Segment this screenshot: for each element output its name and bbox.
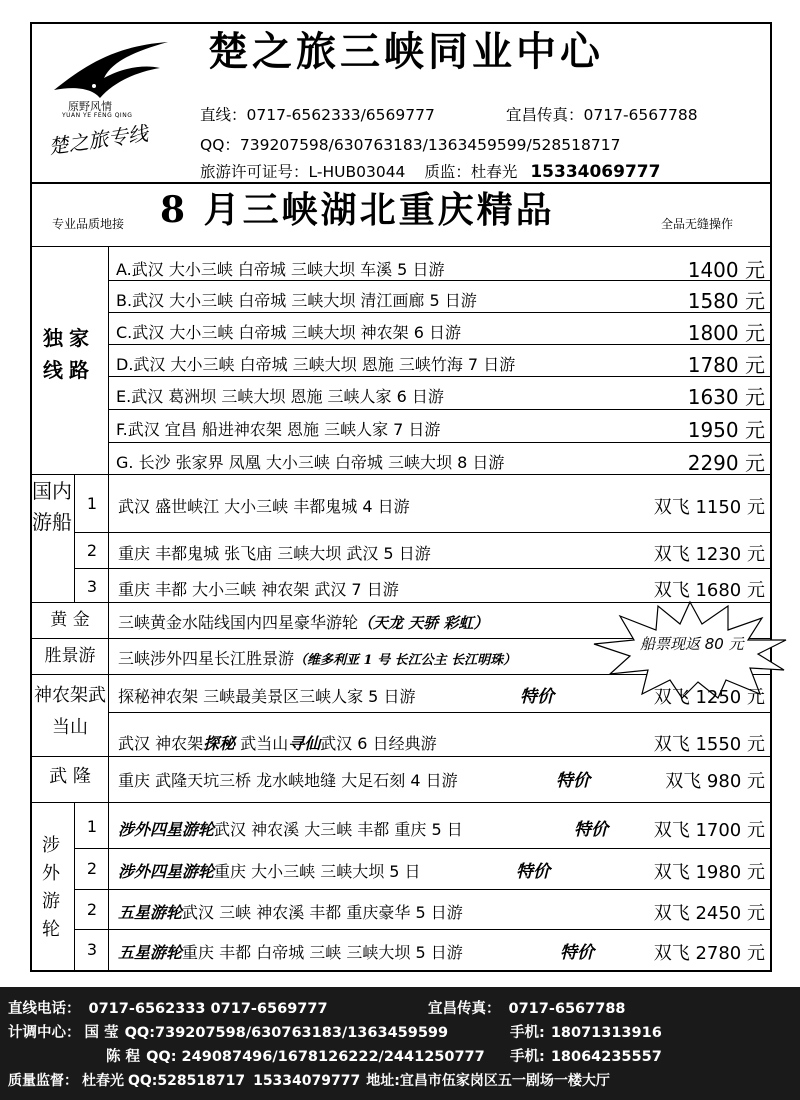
wulong-price: 双飞 980 元 — [665, 771, 765, 792]
route-d: D.武汉 大小三峡 白帝城 三峡大坝 恩施 三峡竹海 7 日游 — [116, 355, 516, 374]
price-f: 1950 元 — [687, 418, 765, 442]
category-wulong: 武 隆 — [49, 766, 91, 787]
row-number: 3 — [86, 577, 98, 596]
footer-label: 计调中心： — [8, 1025, 81, 1041]
footer-contact-name: 陈 程 — [106, 1049, 141, 1065]
logo-script: 楚之旅专线 — [47, 121, 150, 159]
price-b: 1580 元 — [687, 289, 765, 313]
divider — [74, 848, 772, 849]
footer-mobile-1 — [510, 1021, 662, 1042]
wulong-route: 重庆 武隆天坑三桥 龙水峡地缝 大足石刻 4 日游 — [118, 771, 458, 790]
row-number: 1 — [86, 817, 98, 836]
route-c: C.武汉 大小三峡 白帝城 三峡大坝 神农架 6 日游 — [116, 323, 461, 342]
fax-line — [506, 103, 698, 125]
banner-title: 8 月三峡湖北重庆精品 — [160, 189, 555, 231]
footer-label: 手机: — [510, 1049, 545, 1065]
scenic-ships: （维多利亚 1 号 长江公主 长江明珠） — [294, 653, 517, 668]
footer-line-4 — [8, 1070, 610, 1090]
fax-number: 0717-6567788 — [583, 106, 698, 124]
route-text: 武当山 — [235, 734, 289, 753]
special-price-tag: 特价 — [560, 943, 594, 963]
route-b: B.武汉 大小三峡 白帝城 三峡大坝 清江画廊 5 日游 — [116, 291, 477, 310]
foreign-route-2 — [118, 859, 421, 882]
footer-contact-name: 杜春光 — [82, 1073, 124, 1089]
fax-label: 宜昌传真： — [506, 106, 584, 124]
route-text: 武汉 三峡 神农溪 丰都 重庆豪华 5 日游 — [182, 903, 463, 922]
footer-label: 直线电话： — [8, 1001, 81, 1017]
footer-line-1 — [8, 997, 328, 1018]
shennongjia-price-1: 双飞 1250 元 — [653, 687, 765, 708]
footer-mobile: 18071313916 — [550, 1025, 662, 1041]
phone-line — [200, 103, 435, 125]
route-a: A.武汉 大小三峡 白帝城 三峡大坝 车溪 5 日游 — [116, 260, 445, 279]
discount-text: 船票现返 80 元 — [640, 635, 744, 653]
divider — [74, 474, 75, 602]
price-e: 1630 元 — [687, 385, 765, 409]
footer-contact-name: 国 莹 — [84, 1025, 119, 1041]
foreign-price-4: 双飞 2780 元 — [653, 943, 765, 964]
special-price-tag: 特价 — [574, 820, 608, 840]
price-c: 1800 元 — [687, 321, 765, 345]
special-price-tag: 特价 — [556, 771, 590, 791]
route-text: 武汉 神农架 — [118, 734, 204, 753]
gold-route — [118, 610, 488, 633]
domestic-route-3: 重庆 丰都 大小三峡 神农架 武汉 7 日游 — [118, 580, 399, 599]
qq-label: QQ： — [200, 136, 240, 154]
shennongjia-route-2 — [118, 731, 437, 754]
gold-route-text: 三峡黄金水陆线国内四星豪华游轮 — [118, 613, 359, 632]
category-scenic: 胜景游 — [44, 646, 96, 666]
route-text: 武汉 神农溪 大三峡 丰都 重庆 5 日 — [214, 820, 463, 839]
banner-right: 全品无缝操作 — [661, 217, 734, 231]
license-label: 旅游许可证号： — [200, 163, 309, 181]
row-number: 3 — [86, 940, 98, 959]
route-emphasis: 涉外四星游轮 — [118, 862, 215, 881]
footer-address: 宜昌市伍家岗区五一剧场一楼大厅 — [399, 1073, 610, 1089]
domestic-price-3: 双飞 1680 元 — [653, 580, 765, 601]
supervisor-name: 杜春光 — [470, 163, 518, 181]
row-number: 2 — [86, 900, 98, 919]
special-price-tag: 特价 — [516, 862, 550, 882]
divider — [30, 756, 772, 757]
domestic-price-1: 双飞 1150 元 — [653, 497, 765, 518]
footer-phones: 0717-6562333 0717-6569777 — [88, 1001, 328, 1017]
foreign-price-2: 双飞 1980 元 — [653, 862, 765, 883]
divider — [74, 532, 772, 533]
divider — [108, 802, 109, 972]
route-e: E.武汉 葛洲坝 三峡大坝 恩施 三峡人家 6 日游 — [116, 387, 444, 406]
foreign-route-1 — [118, 817, 463, 840]
category-foreign: 涉外游轮 — [42, 835, 60, 940]
route-emphasis: 五星游轮 — [118, 943, 183, 962]
domestic-route-2: 重庆 丰都鬼城 张飞庙 三峡大坝 武汉 5 日游 — [118, 544, 431, 563]
footer-qq: QQ:739207598/630763183/1363459599 — [124, 1025, 449, 1041]
row-number: 2 — [86, 541, 98, 560]
footer-qq: QQ:528518717 — [128, 1073, 246, 1089]
route-emphasis: 五星游轮 — [118, 903, 183, 922]
footer-mobile-2 — [510, 1045, 662, 1066]
shennongjia-price-2: 双飞 1550 元 — [653, 734, 765, 755]
foreign-route-3 — [118, 900, 463, 923]
category-domestic: 国内游船 — [32, 479, 72, 534]
contact-footer — [0, 987, 800, 1100]
divider — [30, 802, 772, 803]
supervisor-label: 质监： — [424, 163, 471, 181]
divider — [108, 602, 109, 802]
divider — [108, 712, 772, 713]
row-number: 2 — [86, 859, 98, 878]
row-number: 1 — [86, 494, 98, 513]
foreign-route-4 — [118, 940, 463, 963]
footer-line-3 — [106, 1045, 485, 1066]
page-title: 楚之旅三峡同业中心 — [208, 28, 604, 75]
divider — [74, 929, 772, 930]
special-price-tag: 特价 — [520, 687, 554, 707]
supervisor-phone: 15334069777 — [530, 162, 661, 182]
route-emphasis: 寻仙 — [288, 734, 321, 753]
footer-phone: 15334079777 — [253, 1073, 361, 1089]
footer-mobile: 18064235557 — [550, 1049, 662, 1065]
route-f: F.武汉 宜昌 船进神农架 恩施 三峡人家 7 日游 — [116, 420, 441, 439]
footer-fax-number: 0717-6567788 — [508, 1001, 626, 1017]
logo-english: YUAN YE FENG QING — [62, 112, 133, 119]
footer-line-2 — [8, 1021, 448, 1042]
footer-label: 地址: — [366, 1073, 400, 1089]
category-exclusive: 独家线路 — [43, 326, 95, 382]
phone-label: 直线： — [200, 106, 247, 124]
qq-line — [200, 133, 620, 155]
banner-left: 专业品质地接 — [52, 217, 125, 231]
divider — [30, 246, 772, 247]
license-number: L-HUB03044 — [308, 163, 406, 181]
footer-fax — [428, 997, 626, 1018]
price-g: 2290 元 — [687, 451, 765, 475]
swallow-logo-icon — [52, 38, 172, 102]
shennongjia-route-1: 探秘神农架 三峡最美景区三峡人家 5 日游 — [118, 687, 416, 706]
route-text: 重庆 大小三峡 三峡大坝 5 日 — [214, 862, 421, 881]
price-a: 1400 元 — [687, 258, 765, 282]
qq-numbers: 739207598/630763183/1363459599/528518717 — [239, 136, 621, 154]
footer-label: 手机: — [510, 1025, 545, 1041]
footer-label: 质量监督： — [8, 1073, 78, 1089]
footer-label: 宜昌传真： — [428, 1001, 501, 1017]
footer-qq: QQ: 249087496/1678126222/2441250777 — [146, 1049, 485, 1065]
gold-ships: （天龙 天骄 彩虹） — [358, 614, 489, 632]
route-emphasis: 涉外四星游轮 — [118, 820, 215, 839]
route-text: 重庆 丰都 白帝城 三峡 三峡大坝 5 日游 — [182, 943, 463, 962]
route-g: G. 长沙 张家界 凤凰 大小三峡 白帝城 三峡大坝 8 日游 — [116, 453, 505, 472]
price-d: 1780 元 — [687, 353, 765, 377]
license-line — [200, 160, 660, 182]
divider — [74, 802, 75, 972]
foreign-price-1: 双飞 1700 元 — [653, 820, 765, 841]
domestic-price-2: 双飞 1230 元 — [653, 544, 765, 565]
domestic-route-1: 武汉 盛世峡江 大小三峡 丰都鬼城 4 日游 — [118, 497, 410, 516]
divider — [108, 474, 109, 602]
divider — [74, 568, 772, 569]
logo-name: 原野风情 — [68, 100, 112, 113]
scenic-route — [118, 646, 516, 669]
foreign-price-3: 双飞 2450 元 — [653, 903, 765, 924]
scenic-route-text: 三峡涉外四星长江胜景游 — [118, 649, 295, 668]
route-emphasis: 探秘 — [203, 734, 236, 753]
phone-numbers: 0717-6562333/6569777 — [246, 106, 435, 124]
category-shennongjia: 神农架武当山 — [34, 685, 106, 738]
route-text: 武汉 6 日经典游 — [320, 734, 437, 753]
divider — [74, 889, 772, 890]
category-gold: 黄 金 — [50, 610, 90, 630]
